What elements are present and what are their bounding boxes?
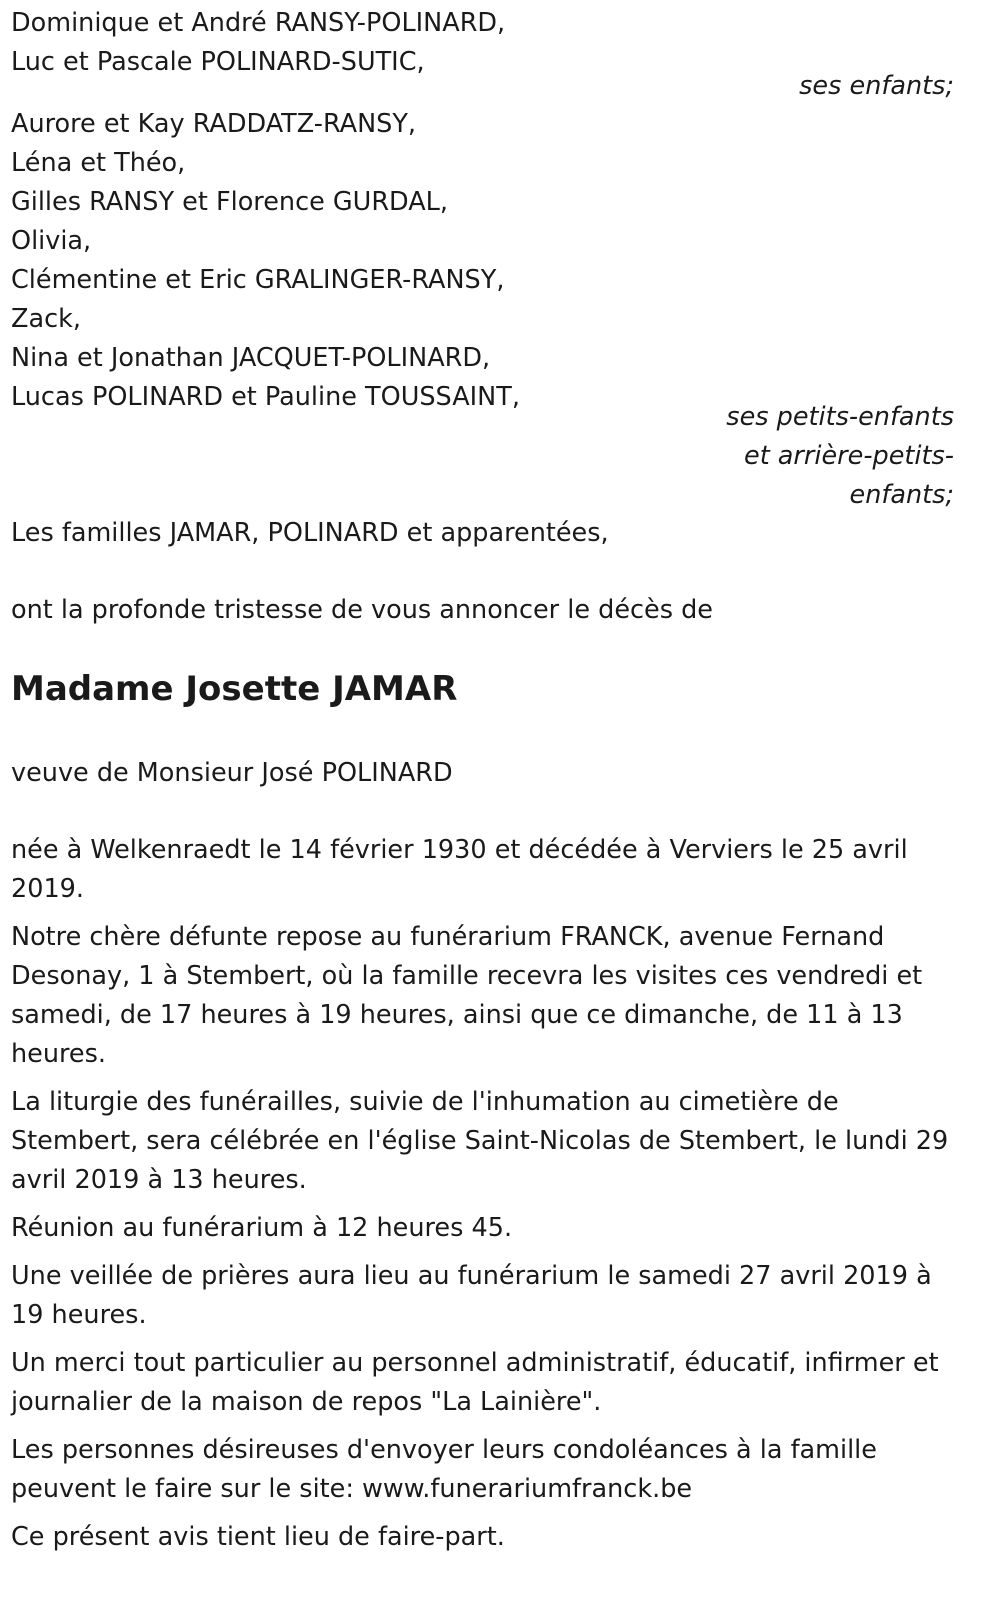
funerarium-website-link[interactable]: www.funerariumfranck.be [362,1474,693,1504]
announcement-line: ont la profonde tristesse de vous annoncer le décès de [11,595,713,625]
grandchild-name: Aurore et Kay RADDATZ-RANSY, [11,109,417,139]
spouse-line: veuve de Monsieur José POLINARD [11,758,453,788]
vigil-paragraph: Une veillée de prières aura lieu au funérarium le samedi 27 avril 2019 à 19 heures. [11,1261,932,1330]
grandchildren-relation [726,398,954,515]
grandchild-name: Lucas POLINARD et Pauline TOUSSAINT, [11,382,520,412]
grandchild-name: Gilles RANSY et Florence GURDAL, [11,187,448,217]
meeting-paragraph: Réunion au funérarium à 12 heures 45. [11,1213,513,1243]
closing-paragraph: Ce présent avis tient lieu de faire-part. [11,1522,505,1552]
child-name: Dominique et André RANSY-POLINARD, [11,8,506,38]
grandchildren-list [11,105,969,417]
child-name: Luc et Pascale POLINARD-SUTIC, [11,47,425,77]
grandchild-name: Léna et Théo, [11,148,186,178]
grandchild-name: Zack, [11,304,81,334]
thanks-paragraph: Un merci tout particulier au personnel administratif, éducatif, infirmer et journalier de la maison de repos "La Lainière". [11,1348,939,1417]
relation-line: enfants; [849,480,954,510]
grandchild-name: Clémentine et Eric GRALINGER-RANSY, [11,265,505,295]
children-relation: ses enfants; [799,71,954,101]
families-line: Les familles JAMAR, POLINARD et apparentées, [11,518,609,548]
relation-line: et arrière-petits- [744,441,954,471]
repose-paragraph: Notre chère défunte repose au funérarium FRANCK, avenue Fernand Desonay, 1 à Stembert, où la famille recevra les visites ces vendredi et samedi, de 17 heures à 19 heures, ainsi que ce dimanche, de 11 à 13 heures. [11,922,923,1069]
condolences-paragraph [11,1431,969,1509]
condolences-text: Les personnes désireuses d'envoyer leurs condoléances à la famille peuvent le faire sur le site: [11,1435,877,1504]
grandchild-name: Olivia, [11,226,92,256]
deceased-name: Madame Josette JAMAR [11,669,458,709]
grandchild-name: Nina et Jonathan JACQUET-POLINARD, [11,343,491,373]
body-paragraphs [11,831,969,1557]
birth-death-paragraph: née à Welkenraedt le 14 février 1930 et décédée à Verviers le 25 avril 2019. [11,835,908,904]
relation-line: ses petits-enfants [726,402,954,432]
liturgy-paragraph: La liturgie des funérailles, suivie de l'inhumation au cimetière de Stembert, sera célébrée en l'église Saint-Nicolas de Stembert, le lundi 29 avril 2019 à 13 heures. [11,1087,949,1195]
